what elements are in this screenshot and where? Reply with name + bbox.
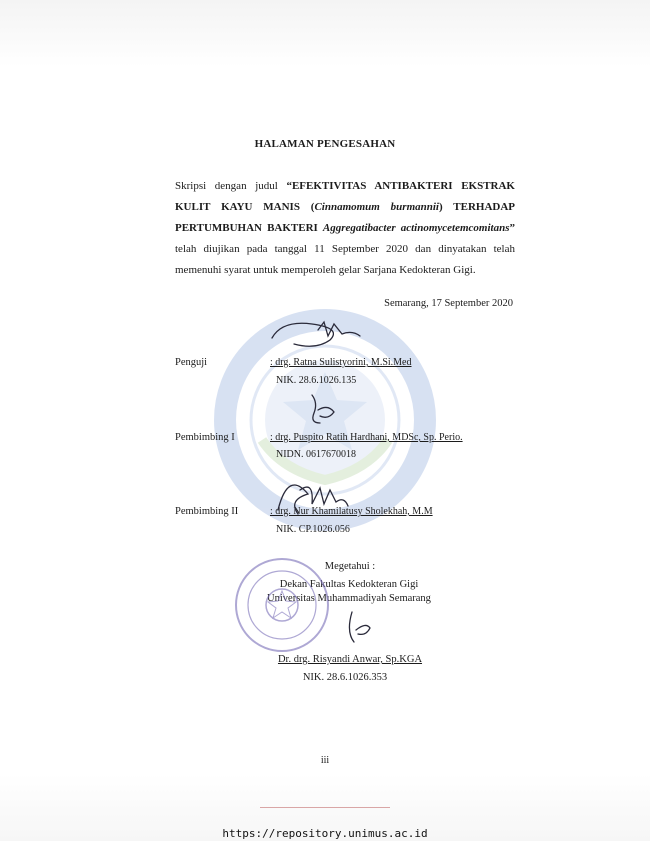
- supervisor2-id: NIK. CP.1026.056: [276, 524, 350, 535]
- approval-heading: Megetahui :: [324, 561, 376, 572]
- examiner-label: Penguji: [175, 357, 208, 368]
- dean-name: Dr. drg. Risyandi Anwar, Sp.KGA: [277, 654, 423, 665]
- supervisor1-signature: [312, 395, 334, 423]
- thesis-title-species2: Aggregatibacter actinomycetemcomitans: [322, 222, 510, 234]
- thesis-title-species1: Cinnamomum burmannii: [314, 201, 439, 213]
- thesis-title-part3: ”: [509, 222, 515, 234]
- dean-id: NIK. 28.6.1026.353: [302, 672, 388, 683]
- footer-divider: [260, 807, 390, 808]
- thesis-title-part2: ) TERHADAP PERTUMBUHAN BAKTERI: [175, 201, 515, 234]
- dean-role: Dekan Fakultas Kedokteran Gigi: [279, 579, 419, 590]
- page-number: iii: [320, 755, 330, 766]
- thesis-title-part1: “EFEKTIVITAS ANTIBAKTERI EKSTRAK KULIT KAYU MANIS (: [175, 180, 515, 213]
- dean-university: Universitas Muhammadiyah Semarang: [267, 593, 431, 604]
- paragraph-intro: Skripsi dengan judul: [175, 180, 287, 192]
- supervisor2-name: : drg. Nur Khamilatusy Sholekhah, M.M: [270, 506, 433, 517]
- footer-url[interactable]: https://repository.unimus.ac.id: [222, 827, 428, 840]
- examiner-name: : drg. Ratna Sulistyorini, M.Si.Med: [270, 357, 412, 368]
- supervisor1-name: : drg. Puspito Ratih Hardhani, MDSc, Sp. Perio.: [270, 432, 463, 443]
- examiner-id: NIK. 28.6.1026.135: [276, 375, 357, 386]
- paragraph-rest: telah diujikan pada tanggal 11 September 2020 dan dinyatakan telah memenuhi syarat untuk memperoleh gelar Sarjana Kedokteran Gigi.: [175, 243, 515, 276]
- place-date: Semarang, 17 September 2020: [384, 298, 513, 309]
- supervisor2-label: Pembimbing II: [175, 506, 239, 517]
- supervisor2-signature: [278, 485, 348, 514]
- supervisor1-id: NIDN. 0617670018: [276, 449, 356, 460]
- dean-signature: [349, 612, 370, 642]
- supervisor1-label: Pembimbing I: [175, 432, 235, 443]
- examiner-signature: [272, 322, 360, 346]
- page-title: HALAMAN PENGESAHAN: [254, 138, 396, 150]
